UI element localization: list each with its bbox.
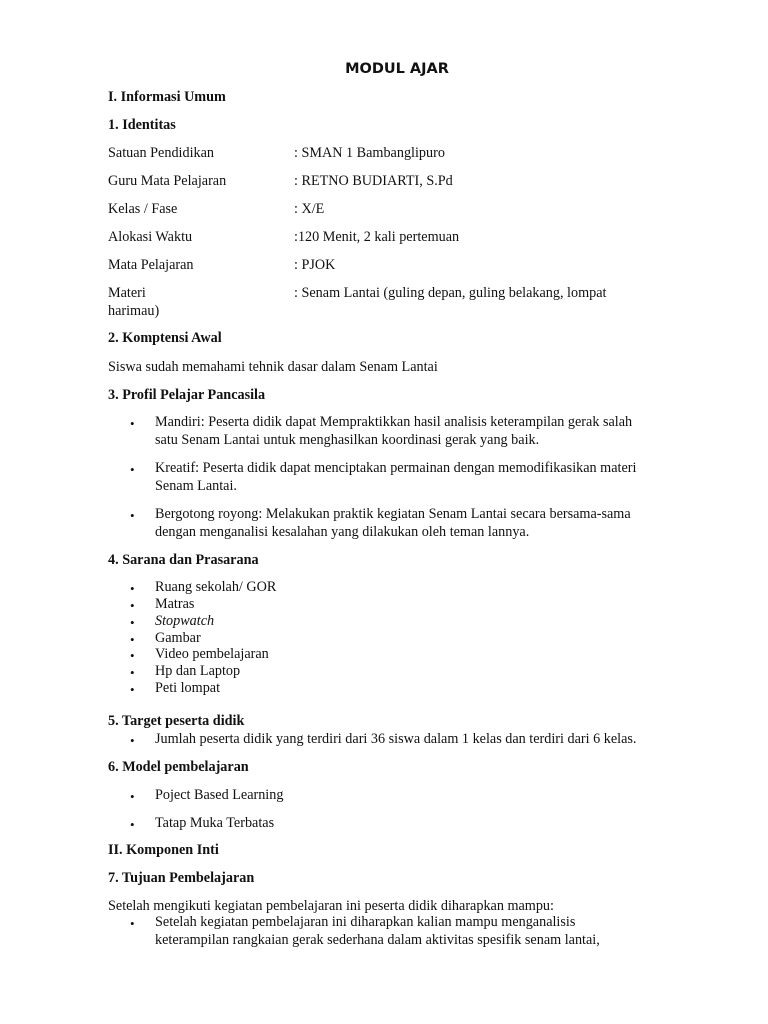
list-item: Jumlah peserta didik yang terdiri dari 36 siswa dalam 1 kelas dan terdiri dari 6 kelas. [155,731,637,747]
identitas-value: : X/E [294,201,325,217]
list-item-continuation: satu Senam Lantai untuk menghasilkan koordinasi gerak yang baik. [155,432,540,448]
list-item: Mandiri: Peserta didik dapat Mempraktikkan hasil analisis keterampilan gerak salah [155,414,633,430]
list-item-continuation: dengan menganalisi kesalahan yang dilakukan oleh teman lannya. [155,524,530,540]
bullet-icon: • [130,648,135,663]
identitas-value: :120 Menit, 2 kali pertemuan [294,229,460,245]
identitas-value: : PJOK [294,257,336,273]
identitas-label: Alokasi Waktu [108,229,193,245]
heading-sarana-prasarana: 4. Sarana dan Prasarana [108,552,259,568]
heading-model-pembelajaran: 6. Model pembelajaran [108,759,249,775]
list-item: Bergotong royong: Melakukan praktik kegiatan Senam Lantai secara bersama-sama [155,506,631,522]
list-item: Gambar [155,630,201,646]
identitas-label: harimau) [108,303,160,319]
bullet-icon: • [130,817,135,832]
bullet-icon: • [130,682,135,697]
document-title: MODUL AJAR [345,61,449,77]
bullet-icon: • [130,665,135,680]
bullet-icon: • [130,615,135,630]
identitas-label: Materi [108,285,146,301]
bullet-icon: • [130,462,135,477]
list-item: Video pembelajaran [155,646,269,662]
list-item: Peti lompat [155,680,221,696]
heading-target-peserta: 5. Target peserta didik [108,713,245,729]
heading-identitas: 1. Identitas [108,117,176,133]
list-item-continuation: Senam Lantai. [155,478,237,494]
list-item: Ruang sekolah/ GOR [155,579,277,595]
identitas-label: Guru Mata Pelajaran [108,173,227,189]
bullet-icon: • [130,916,135,931]
identitas-value: : Senam Lantai (guling depan, guling belakang, lompat [294,285,607,301]
bullet-icon: • [130,416,135,431]
identitas-value: : SMAN 1 Bambanglipuro [294,145,445,161]
bullet-icon: • [130,632,135,647]
list-item: Poject Based Learning [155,787,284,803]
tujuan-intro: Setelah mengikuti kegiatan pembelajaran ini peserta didik diharapkan mampu: [108,898,554,914]
bullet-icon: • [130,733,135,748]
heading-kompetensi-awal: 2. Komptensi Awal [108,330,222,346]
section-heading-informasi-umum: I. Informasi Umum [108,89,226,105]
list-item: Stopwatch [155,613,215,629]
section-heading-komponen-inti: II. Komponen Inti [108,842,219,858]
list-item-continuation: keterampilan rangkaian gerak sederhana dalam aktivitas spesifik senam lantai, [155,932,600,948]
list-item: Setelah kegiatan pembelajaran ini diharapkan kalian mampu menganalisis [155,914,576,930]
identitas-label: Kelas / Fase [108,201,178,217]
bullet-icon: • [130,789,135,804]
list-item: Tatap Muka Terbatas [155,815,275,831]
list-item: Kreatif: Peserta didik dapat menciptakan permainan dengan memodifikasikan materi [155,460,637,476]
identitas-label: Mata Pelajaran [108,257,194,273]
heading-profil-pelajar: 3. Profil Pelajar Pancasila [108,387,266,403]
identitas-label: Satuan Pendidikan [108,145,214,161]
kompetensi-text: Siswa sudah memahami tehnik dasar dalam Senam Lantai [108,359,438,375]
list-item: Hp dan Laptop [155,663,241,679]
bullet-icon: • [130,508,135,523]
heading-tujuan-pembelajaran: 7. Tujuan Pembelajaran [108,870,255,886]
identitas-value: : RETNO BUDIARTI, S.Pd [294,173,453,189]
list-item: Matras [155,596,195,612]
bullet-icon: • [130,598,135,613]
bullet-icon: • [130,581,135,596]
